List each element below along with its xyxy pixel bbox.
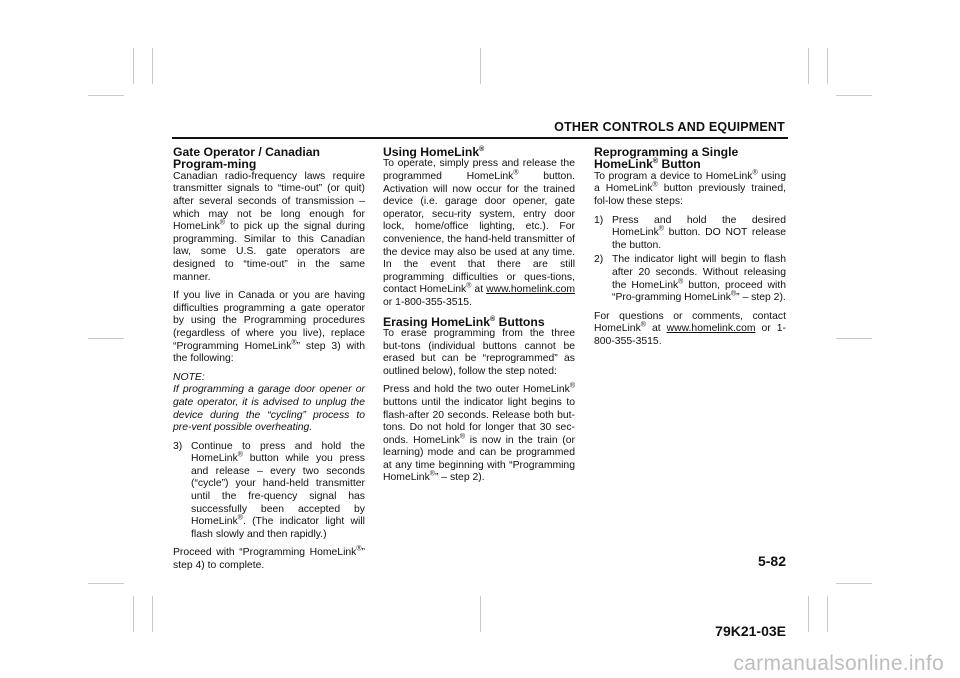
note-label: NOTE: [173,371,205,383]
crop-mark [88,583,124,584]
paragraph-proceed: Proceed with “Programming HomeLink®” step 4) to complete. [173,545,365,572]
header-divider [172,137,788,139]
crop-mark [133,48,134,84]
crop-mark [480,48,481,84]
crop-mark [88,95,124,96]
paragraph-press-and-hold: Press and hold the two outer HomeLink® buttons until the indicator light begins to flash-after 20 seconds. Release both but-tons. Do not hold for longer that 30 sec-onds. HomeLink® is now in the train (or learning) mode and can be programmed at any time beginning with “Programming HomeLink®” – step 2). [383,382,575,484]
list-item [173,441,365,542]
phone-text: or 1-800-355-3515. [594,323,786,347]
crop-mark [827,596,828,632]
step-number: 3) [173,440,183,452]
paragraph-to-erase: To erase programming from the three but-tons (individual buttons cannot be erased but can be “reprogrammed” as outlined below), follow the step noted: [383,327,575,377]
watermark-text: carmanualsonline.info [733,652,944,675]
paragraph-to-program: To program a device to HomeLink® using a HomeLink® button previously trained, fol-low these steps: [594,169,786,207]
page-number: 5-82 [757,553,786,569]
step-number: 2) [594,254,604,266]
homelink-website-link[interactable]: www.homelink.com [486,284,576,296]
column-left [173,146,365,579]
paragraph-canadian-laws: Canadian radio-frequency laws require transmitter signals to “time-out” (or quit) after several seconds of transmission – which may not be long enough for HomeLink® to pick up the signal during programming. Similar to this Canadian law, some U.S. gate operators are designed to “time-out” in the same manner. [173,170,365,283]
crop-mark [480,596,481,632]
step-text: Continue to press and hold the HomeLink® button while you press and release – every two seconds (“cycle”) your hand-held transmitter until the fre-quency signal has successfully been accepted by HomeLink®. (The indicator light will flash slowly and then rapidly.) [191,440,365,540]
column-right [594,146,786,355]
crop-mark [808,596,809,632]
section-title: OTHER CONTROLS AND EQUIPMENT [554,120,785,134]
list-item [594,215,786,253]
paragraph-to-operate [383,158,575,309]
crop-mark [152,48,153,84]
heading-reprogramming: Reprogramming a Single HomeLink® Button [594,145,739,172]
heading-erasing-buttons: Erasing HomeLink® Buttons [383,314,545,329]
list-item [594,254,786,304]
document-code: 79K21-03E [715,623,786,639]
crop-mark [836,338,872,339]
crop-mark [808,48,809,84]
note-text: If programming a garage door opener or gate operator, it is advised to unplug the device during the “cycling” process to pre-vent possible overheating. [173,384,365,434]
phone-text: or 1-800-355-3515. [383,296,472,308]
crop-mark [836,583,872,584]
step-text: Press and hold the desired HomeLink® button. DO NOT release the button. [612,214,786,251]
heading-using-homelink: Using HomeLink® [383,145,485,159]
homelink-website-link[interactable]: www.homelink.com [666,323,756,335]
heading-gate-operator: Gate Operator / Canadian Program-ming [173,145,320,172]
paragraph-to-operate-text: To operate, simply press and release the programmed HomeLink® button. Activation will now occur for the trained device (i.e. garage door opener, gate operator, secu-rity system, entry door lock, home/office lighting, etc.). For convenience, the hand-held transmitter of the device may also be used at any time. In the event that there are still programming difficulties or ques-tions, contact HomeLink® at [383,158,575,296]
step-number: 1) [594,214,604,226]
step-text: The indicator light will begin to flash after 20 seconds. Without releasing the HomeLink® button, proceed with “Pro-gramming HomeLink®” – step 2). [612,254,786,304]
crop-mark [827,48,828,84]
paragraph-questions [594,311,786,349]
crop-mark [133,596,134,632]
column-middle [383,146,575,491]
step-list [594,215,786,305]
crop-mark [836,95,872,96]
step-list [173,441,365,542]
crop-mark [88,338,124,339]
crop-mark [152,596,153,632]
paragraph-if-you-live: If you live in Canada or you are having difficulties programming a gate operator by using the Programming procedures (regardless of where you live), replace “Programming HomeLink®” step 3) with the following: [173,290,365,365]
paragraph-questions-text: For questions or comments, contact HomeLink® at [594,310,786,335]
